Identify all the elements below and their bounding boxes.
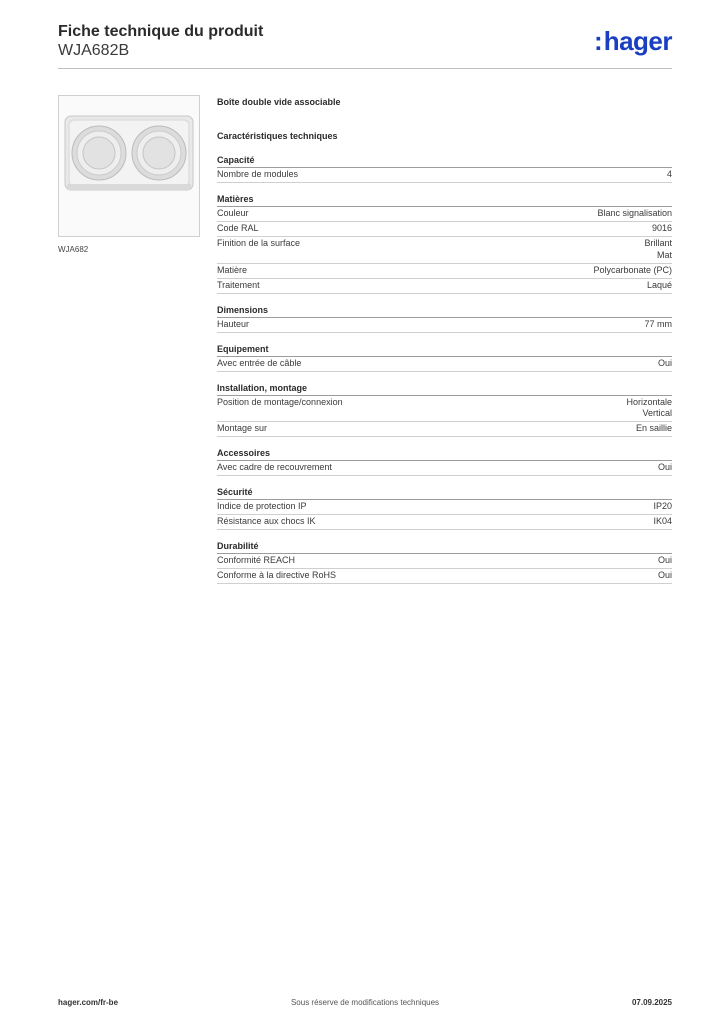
- specifications: [217, 96, 672, 584]
- section-title: Dimensions: [217, 304, 672, 318]
- spec-value-line: Oui: [657, 570, 672, 580]
- spec-value-line: 4: [666, 169, 672, 179]
- spec-label: Position de montage/connexion: [217, 396, 343, 407]
- spec-value: [593, 265, 672, 277]
- spec-label: Matière: [217, 264, 248, 275]
- spec-row: [217, 237, 672, 264]
- spec-row: [217, 500, 672, 515]
- spec-label: Avec cadre de recouvrement: [217, 462, 332, 472]
- spec-value: [652, 223, 672, 235]
- spec-value-line: Laqué: [646, 279, 672, 290]
- spec-section: [217, 447, 672, 476]
- spec-label: Code RAL: [217, 223, 259, 233]
- section-title: Sécurité: [217, 486, 672, 500]
- spec-label: Résistance aux chocs IK: [217, 516, 316, 526]
- section-title: Installation, montage: [217, 382, 672, 396]
- spec-value: [658, 570, 672, 582]
- spec-row: [217, 396, 672, 423]
- spec-section: [217, 540, 672, 584]
- product-name: Boîte double vide associable: [217, 97, 341, 107]
- spec-value: [636, 423, 672, 435]
- spec-row: [217, 569, 672, 584]
- spec-sections: [217, 154, 672, 584]
- spec-value: [597, 208, 672, 220]
- product-reference: WJA682B: [58, 42, 130, 59]
- page-title: Fiche technique du produit: [58, 23, 264, 40]
- spec-value: [653, 516, 672, 528]
- spec-row: [217, 515, 672, 530]
- section-title: Durabilité: [217, 540, 672, 554]
- spec-row: [217, 207, 672, 222]
- section-title: Equipement: [217, 343, 672, 357]
- spec-value: [667, 169, 672, 181]
- spec-row: [217, 554, 672, 569]
- spec-value: [626, 397, 672, 420]
- spec-value-line: En saillie: [635, 423, 672, 433]
- spec-label: Conformité REACH: [217, 555, 296, 565]
- spec-row: [217, 264, 672, 279]
- spec-value-line: 77 mm: [644, 318, 672, 329]
- section-title: Capacité: [217, 154, 672, 168]
- spec-value: [647, 280, 672, 292]
- spec-section: [217, 193, 672, 294]
- spec-value-line: IP20: [653, 501, 672, 511]
- spec-value-line: Brillant: [644, 238, 672, 248]
- spec-row: [217, 222, 672, 237]
- header-divider: [58, 68, 672, 69]
- spec-row: [217, 357, 672, 372]
- logo-colon: :: [594, 26, 603, 56]
- spec-row: [217, 461, 672, 476]
- double-box-image: [59, 96, 199, 236]
- product-image: [58, 95, 200, 237]
- spec-label: Montage sur: [217, 423, 268, 433]
- spec-value-line: Vertical: [642, 408, 672, 418]
- spec-label: Finition de la surface: [217, 238, 301, 248]
- spec-label: Couleur: [217, 208, 249, 218]
- spec-row: [217, 279, 672, 294]
- spec-section: [217, 382, 672, 438]
- spec-label: Nombre de modules: [217, 169, 299, 179]
- spec-value: [658, 555, 672, 567]
- spec-label: Avec entrée de câble: [217, 357, 302, 368]
- spec-value-line: Oui: [657, 555, 672, 565]
- footer-website[interactable]: hager.com/fr-be: [58, 998, 119, 1007]
- spec-label: Conforme à la directive RoHS: [217, 570, 337, 580]
- spec-value-line: Oui: [657, 357, 672, 368]
- footer-date: 07.09.2025: [631, 998, 672, 1007]
- spec-value-line: Mat: [656, 249, 672, 260]
- hager-logo: [594, 28, 672, 54]
- spec-value-line: IK04: [653, 516, 672, 526]
- spec-value-line: Oui: [657, 462, 672, 472]
- spec-label: Indice de protection IP: [217, 501, 307, 511]
- spec-row: [217, 422, 672, 437]
- image-caption: WJA682: [58, 245, 89, 254]
- logo-text: hager: [603, 26, 672, 56]
- spec-section: [217, 304, 672, 333]
- spec-section: [217, 343, 672, 372]
- spec-row: [217, 168, 672, 183]
- document-header: [58, 22, 672, 60]
- footer-disclaimer: Sous réserve de modifications techniques: [290, 998, 440, 1007]
- spec-value-line: Horizontale: [626, 396, 672, 407]
- spec-value: [658, 462, 672, 474]
- spec-row: [217, 318, 672, 333]
- section-title: Matières: [217, 193, 672, 207]
- characteristics-title: Caractéristiques techniques: [217, 131, 338, 141]
- spec-value-line: Blanc signalisation: [597, 208, 672, 218]
- spec-value: [653, 501, 672, 513]
- spec-value-line: Polycarbonate (PC): [593, 264, 672, 275]
- spec-label: Traitement: [217, 279, 260, 290]
- spec-section: [217, 486, 672, 530]
- spec-value: [644, 319, 672, 331]
- spec-label: Hauteur: [217, 318, 250, 329]
- spec-section: [217, 154, 672, 183]
- spec-value: [658, 358, 672, 370]
- spec-value-line: 9016: [651, 223, 672, 233]
- section-title: Accessoires: [217, 447, 672, 461]
- spec-value: [644, 238, 672, 261]
